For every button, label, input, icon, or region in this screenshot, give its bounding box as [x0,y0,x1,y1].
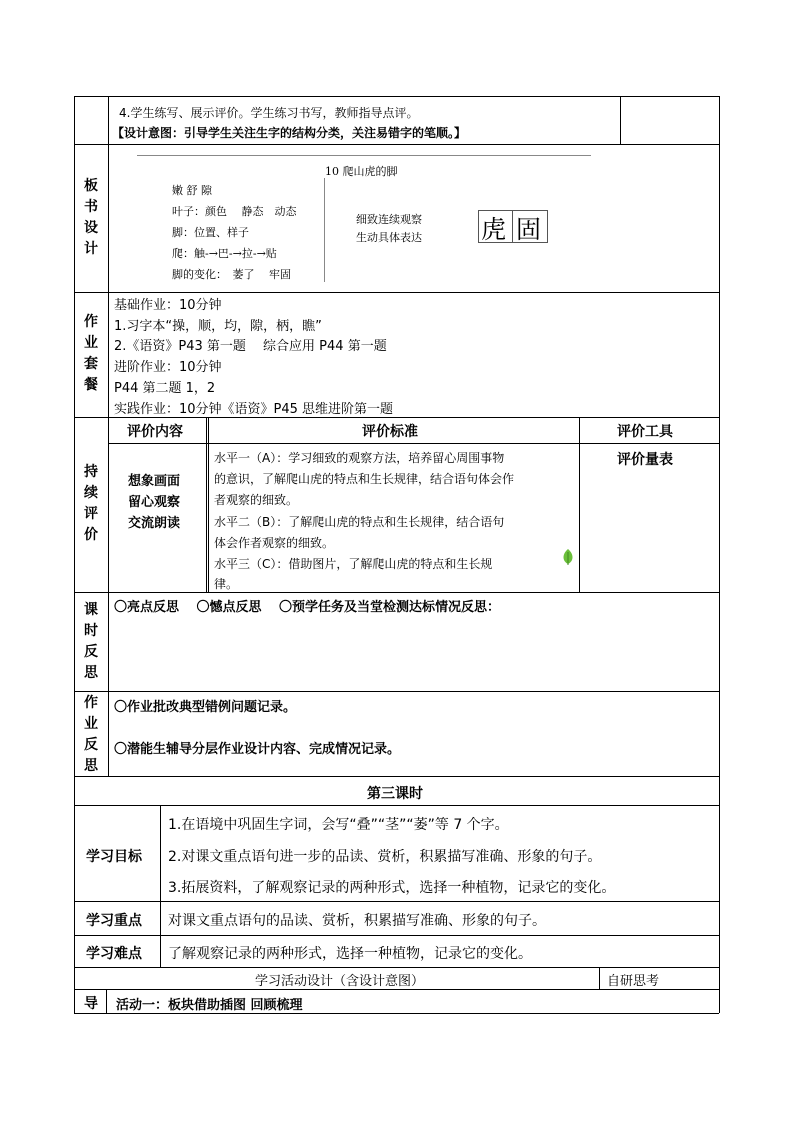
standard-line: 水平二（B）：了解爬山虎的特点和生长规律，结合语句 [214,515,505,529]
goal-line: 3.拓展资料，了解观察记录的两种形式，选择一种植物，记录它的变化。 [168,880,616,896]
board-right-2: 生动具体表达 [356,231,422,244]
homework-label: 作 业 套 餐 [84,314,98,393]
board-line: 脚：位置、样子 [172,226,249,239]
header-standard: 评价标准 [362,424,418,440]
homework-line: 2.《语资》P43 第一题 综合应用 P44 第一题 [114,339,387,354]
reflection-label: 课 时 反 思 [84,602,98,681]
goal-line: 1.在语境中巩固生字词，会写“叠”“茎”“萎”等 7 个字。 [168,817,509,833]
homework-line: 基础作业：10分钟 [114,298,222,313]
activity-1: 活动一：板块借助插图 回顾梳理 [116,998,303,1013]
homework-line: 进阶作业：10分钟 [114,360,222,375]
guide-label: 导 [84,996,98,1012]
header-content: 评价内容 [127,424,183,440]
self-study-header: 自研思考 [607,974,660,989]
board-line: 嫩 舒 隙 [172,184,212,197]
eval-content-item: 交流朗读 [128,516,181,531]
board-design-label: 板 书 设 计 [84,178,98,257]
board-right-1: 细致连续观察 [356,213,422,226]
eval-tool: 评价量表 [617,452,673,468]
board-line: 叶子：颜色 静态 动态 [172,205,297,218]
char-hu: 虎 [481,215,507,244]
goal-label: 学习目标 [86,849,142,865]
homework-line: 实践作业：10分钟《语资》P45 思维进阶第一题 [114,402,394,417]
hw-reflection-line2: 〇潜能生辅导分层作业设计内容、完成情况记录。 [114,742,401,757]
step-4-text: 4.学生练写、展示评价。学生练习书写，教师指导点评。 [119,106,419,120]
hw-reflection-label: 作 业 反 思 [84,695,98,774]
standard-line: 的意识，了解爬山虎的特点和生长规律，结合语句体会作 [214,472,515,486]
board-top-rule [137,155,591,156]
lesson3-title: 第三课时 [367,786,423,802]
header-tool: 评价工具 [617,424,673,440]
eval-content-item: 想象画面 [128,474,181,489]
board-title: 10 爬山虎的脚 [325,165,398,178]
homework-line: P44 第二题 1，2 [114,381,216,396]
standard-line: 水平三（C）：借助图片，了解爬山虎的特点和生长规 [214,557,493,571]
board-line: 脚的变化： 萎了 牢固 [172,268,291,281]
key-text: 对课文重点语句的品读、赏析，积累描写准确、形象的句子。 [168,913,546,929]
reflection-text: 〇亮点反思 〇憾点反思 〇预学任务及当堂检测达标情况反思： [114,600,501,615]
standard-line: 水平一（A）：学习细致的观察方法，培养留心周围事物 [214,451,505,465]
eval-content-item: 留心观察 [128,495,181,510]
hw-reflection-line1: 〇作业批改典型错例问题记录。 [114,700,297,715]
board-line: 爬：触-→巴-→拉-→贴 [172,247,277,260]
standard-line: 律。 [214,577,239,591]
standard-line: 者观察的细致。 [214,493,299,507]
standard-line: 体会作者观察的细致。 [214,536,335,550]
leaf-icon [561,548,575,566]
difficulty-text: 了解观察记录的两种形式，选择一种植物，记录它的变化。 [168,946,532,962]
homework-line: 1.习字本“操，顺，均，隙，柄，瞧” [114,319,322,334]
design-header: 学习活动设计（含设计意图） [255,974,425,989]
goal-line: 2.对课文重点语句进一步的品读、赏析，积累描写准确、形象的句子。 [168,849,602,865]
difficulty-label: 学习难点 [86,946,142,962]
design-intent: 【设计意图：引导学生关注生字的结构分类，关注易错字的笔顺。】 [112,126,467,140]
char-grid [478,210,548,243]
key-label: 学习重点 [86,913,142,929]
board-divider [324,178,325,282]
char-gu: 固 [516,215,542,244]
evaluation-label: 持 续 评 价 [84,464,98,543]
